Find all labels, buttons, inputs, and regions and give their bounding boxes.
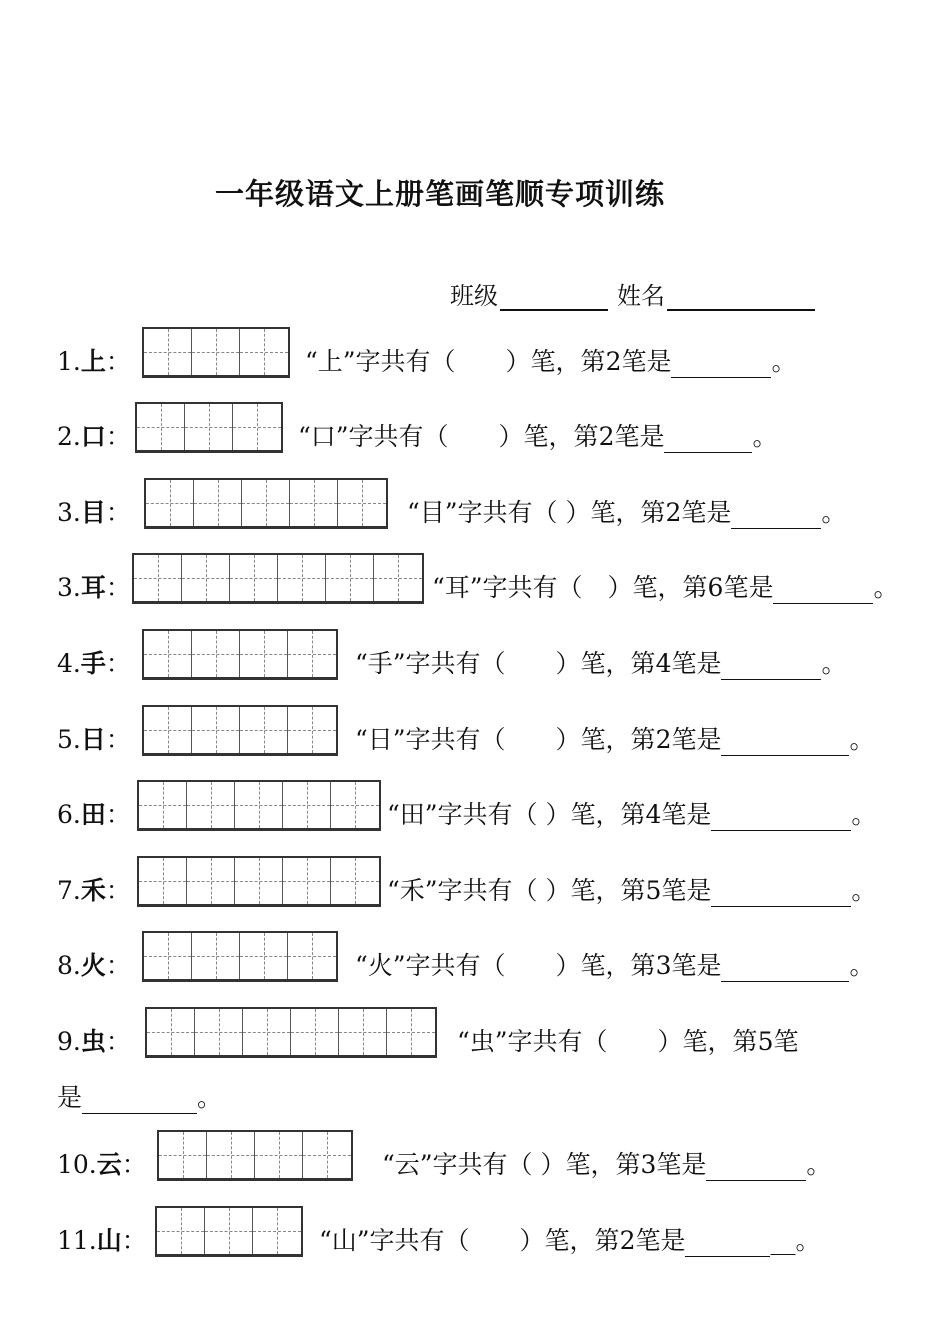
grid-cell[interactable] (144, 631, 192, 677)
end-mark: 。 (849, 725, 875, 754)
grid-cell[interactable] (147, 1009, 195, 1055)
item-number: 2. (57, 422, 81, 451)
grid-cell[interactable] (283, 858, 331, 904)
item-number: 9. (57, 1027, 81, 1056)
grid-cell[interactable] (185, 404, 233, 450)
grid-cell[interactable] (144, 329, 192, 375)
question-text (355, 720, 874, 756)
grid-cell[interactable] (137, 404, 185, 450)
writing-grid[interactable] (137, 856, 381, 907)
grid-cell[interactable] (253, 1208, 301, 1254)
item-number: 4. (57, 649, 81, 678)
item-char: 禾 (80, 876, 106, 905)
item-char: 山 (96, 1226, 122, 1255)
question-number: 7.禾： (57, 876, 131, 905)
grid-cell[interactable] (288, 707, 336, 753)
question-text (387, 871, 876, 907)
grid-cell[interactable] (182, 555, 230, 601)
answer-blank[interactable] (671, 353, 771, 378)
end-mark: 。 (771, 347, 797, 376)
end-mark: 。 (851, 876, 877, 905)
grid-cell[interactable] (331, 782, 379, 828)
grid-cell[interactable] (243, 1009, 291, 1055)
grid-cell[interactable] (303, 1132, 351, 1178)
question-label: “上”字共有（ ）笔，第2笔是 (305, 347, 672, 376)
grid-cell[interactable] (139, 858, 187, 904)
answer-blank[interactable] (711, 806, 851, 831)
grid-cell[interactable] (338, 480, 386, 526)
question-number: 5.日： (57, 725, 131, 754)
end-mark: 。 (873, 573, 899, 602)
grid-cell[interactable] (235, 858, 283, 904)
question-label: “山”字共有（ ）笔，第2笔是 (319, 1226, 686, 1255)
grid-cell[interactable] (194, 480, 242, 526)
item-number: 6. (57, 800, 81, 829)
grid-cell[interactable] (134, 555, 182, 601)
writing-grid[interactable] (155, 1206, 303, 1257)
end-mark: 。 (821, 649, 847, 678)
grid-cell[interactable] (159, 1132, 207, 1178)
grid-cell[interactable] (326, 555, 374, 601)
question-text (355, 946, 874, 982)
item-number: 7. (57, 876, 81, 905)
grid-cell[interactable] (144, 707, 192, 753)
grid-cell[interactable] (192, 631, 240, 677)
question-label: “云”字共有（ ）笔，第3笔是 (382, 1150, 707, 1179)
question-number: 8.火： (57, 951, 131, 980)
grid-cell[interactable] (290, 480, 338, 526)
item-char: 口 (80, 422, 106, 451)
item-char: 目 (80, 498, 106, 527)
grid-cell[interactable] (288, 933, 336, 979)
question-text (407, 493, 846, 529)
question-number: 9.虫： (57, 1027, 131, 1056)
grid-cell[interactable] (146, 480, 194, 526)
question-number: 10.云： (57, 1150, 147, 1179)
end-mark: __。 (770, 1226, 821, 1255)
end-mark: 。 (806, 1150, 832, 1179)
answer-blank[interactable] (685, 1232, 770, 1257)
grid-cell[interactable] (288, 631, 336, 677)
end-mark: 。 (752, 422, 778, 451)
grid-cell[interactable] (192, 933, 240, 979)
question-text (457, 1022, 798, 1058)
question-label: “田”字共有（ ）笔，第4笔是 (387, 800, 712, 829)
grid-cell[interactable] (240, 631, 288, 677)
question-label: “日”字共有（ ）笔，第2笔是 (355, 725, 722, 754)
question-label: “火”字共有（ ）笔，第3笔是 (355, 951, 722, 980)
item-number: 11. (57, 1226, 97, 1255)
question-label: “禾”字共有（ ）笔，第5笔是 (387, 876, 712, 905)
end-mark: 。 (197, 1083, 223, 1112)
answer-blank[interactable] (82, 1089, 197, 1114)
grid-cell[interactable] (291, 1009, 339, 1055)
grid-cell[interactable] (331, 858, 379, 904)
item-char: 上 (80, 347, 106, 376)
item-number: 10. (57, 1150, 97, 1179)
class-field (450, 276, 608, 311)
grid-cell[interactable] (233, 404, 281, 450)
grid-cell[interactable] (387, 1009, 435, 1055)
question-number: 6.田： (57, 800, 131, 829)
grid-cell[interactable] (230, 555, 278, 601)
grid-cell[interactable] (240, 707, 288, 753)
grid-cell[interactable] (157, 1208, 205, 1254)
item-char: 云 (96, 1150, 122, 1179)
writing-grid[interactable] (142, 327, 290, 378)
answer-blank[interactable] (721, 731, 849, 756)
question-label: “口”字共有（ ）笔，第2笔是 (298, 422, 665, 451)
item-number: 8. (57, 951, 81, 980)
grid-cell[interactable] (240, 329, 288, 375)
answer-blank[interactable] (773, 579, 873, 604)
name-field (617, 276, 815, 311)
item-char: 手 (80, 649, 106, 678)
question-number: 2.口： (57, 422, 131, 451)
page-title: 一年级语文上册笔画笔顺专项训练 (214, 177, 665, 211)
grid-cell[interactable] (205, 1208, 253, 1254)
writing-grid[interactable] (132, 553, 424, 604)
item-char: 火 (80, 951, 106, 980)
grid-cell[interactable] (240, 933, 288, 979)
question-number: 3.目： (57, 498, 131, 527)
item-char: 日 (80, 725, 106, 754)
question-label: “耳”字共有（ ）笔，第6笔是 (432, 573, 774, 602)
question-text (319, 1221, 820, 1257)
writing-grid[interactable] (137, 780, 381, 831)
answer-blank[interactable] (721, 655, 821, 680)
grid-cell[interactable] (283, 782, 331, 828)
grid-cell[interactable] (192, 707, 240, 753)
grid-cell[interactable] (235, 782, 283, 828)
question-text (432, 568, 898, 604)
writing-grid[interactable] (135, 402, 283, 453)
question-label: “目”字共有（ ）笔，第2笔是 (407, 498, 732, 527)
question-number: 3.耳： (57, 573, 131, 602)
question-text (387, 795, 876, 831)
grid-cell[interactable] (242, 480, 290, 526)
name-label: 姓名 (617, 282, 665, 310)
grid-cell[interactable] (192, 329, 240, 375)
question-text (298, 417, 777, 453)
question-number: 4.手： (57, 649, 131, 678)
end-mark: 。 (821, 498, 847, 527)
class-label: 班级 (450, 282, 498, 310)
grid-cell[interactable] (374, 555, 422, 601)
class-blank[interactable] (500, 283, 608, 311)
grid-cell[interactable] (207, 1132, 255, 1178)
item-char: 虫 (80, 1027, 106, 1056)
answer-blank[interactable] (731, 504, 821, 529)
writing-grid[interactable] (142, 705, 338, 756)
grid-cell[interactable] (255, 1132, 303, 1178)
question-continuation (57, 1078, 222, 1114)
item-number: 3. (57, 573, 81, 602)
grid-cell[interactable] (278, 555, 326, 601)
question-text (305, 342, 796, 378)
question-label: “手”字共有（ ）笔，第4笔是 (355, 649, 722, 678)
item-number: 1. (57, 347, 81, 376)
grid-cell[interactable] (339, 1009, 387, 1055)
end-mark: 。 (851, 800, 877, 829)
writing-grid[interactable] (144, 478, 388, 529)
grid-cell[interactable] (139, 782, 187, 828)
question-text (355, 644, 846, 680)
writing-grid[interactable] (142, 931, 338, 982)
answer-blank[interactable] (664, 428, 752, 453)
item-char: 耳 (80, 573, 106, 602)
answer-blank[interactable] (706, 1156, 806, 1181)
end-mark: 。 (849, 951, 875, 980)
question-label: “虫”字共有（ ）笔，第5笔 (457, 1027, 799, 1056)
writing-grid[interactable] (157, 1130, 353, 1181)
grid-cell[interactable] (195, 1009, 243, 1055)
name-blank[interactable] (667, 283, 815, 311)
continuation-label: 是 (57, 1083, 83, 1112)
question-number: 11.山： (57, 1226, 147, 1255)
grid-cell[interactable] (187, 858, 235, 904)
answer-blank[interactable] (711, 882, 851, 907)
answer-blank[interactable] (721, 957, 849, 982)
question-text (382, 1145, 831, 1181)
item-number: 3. (57, 498, 81, 527)
item-char: 田 (80, 800, 106, 829)
writing-grid[interactable] (145, 1007, 437, 1058)
question-number: 1.上： (57, 347, 131, 376)
grid-cell[interactable] (144, 933, 192, 979)
item-number: 5. (57, 725, 81, 754)
writing-grid[interactable] (142, 629, 338, 680)
grid-cell[interactable] (187, 782, 235, 828)
